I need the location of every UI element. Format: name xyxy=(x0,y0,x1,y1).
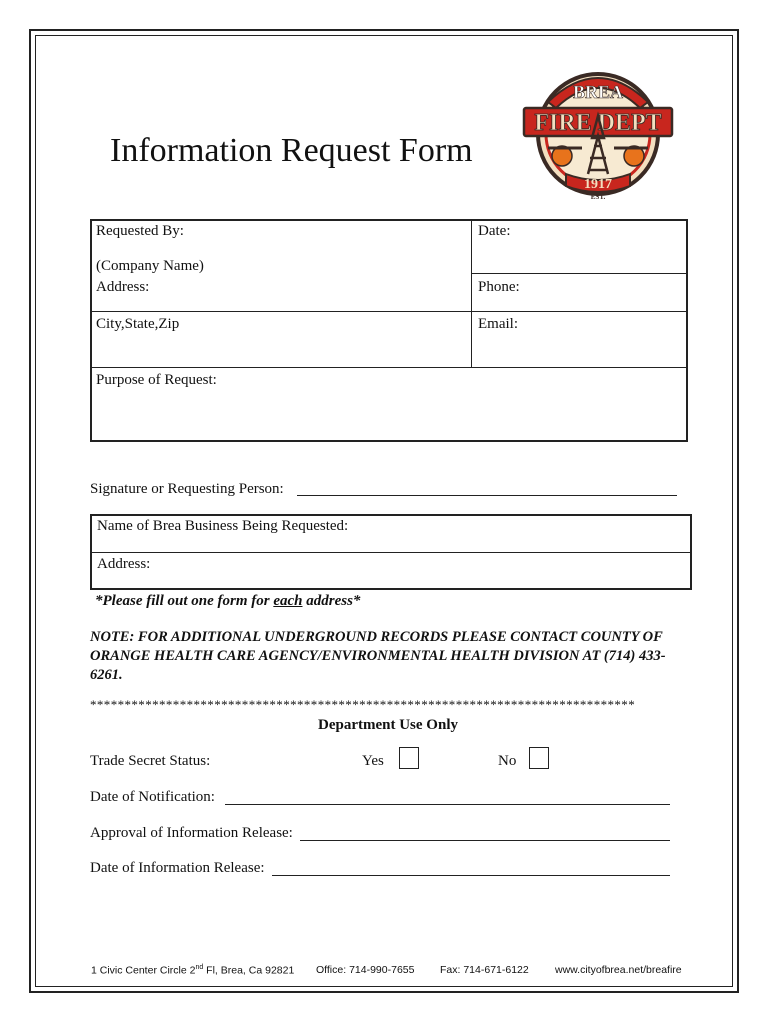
business-address-field[interactable] xyxy=(97,556,677,586)
footer-office: Office: 714-990-7655 xyxy=(316,964,415,976)
city-state-zip-label: City,State,Zip xyxy=(96,316,180,332)
phone-label: Phone: xyxy=(478,279,520,295)
trade-secret-label: Trade Secret Status: xyxy=(90,753,211,769)
purpose-label: Purpose of Request: xyxy=(96,372,217,388)
company-name-label: (Company Name) xyxy=(96,258,204,274)
no-checkbox[interactable] xyxy=(529,747,549,769)
business-address-label: Address: xyxy=(97,556,151,572)
logo-year: 1917 xyxy=(584,177,612,192)
phone-field[interactable] xyxy=(478,279,678,309)
logo-top-text: BREA xyxy=(572,82,624,102)
fill-note-emphasis: each xyxy=(273,593,303,609)
date-field[interactable] xyxy=(478,223,678,271)
requested-by-label: Requested By: xyxy=(96,223,184,239)
city-state-zip-field[interactable] xyxy=(96,316,466,364)
footer-address-pre: 1 Civic Center Circle 2 xyxy=(91,964,196,977)
business-table-divider xyxy=(91,552,691,553)
fill-note-after: address* xyxy=(302,593,361,609)
underground-records-note: NOTE: FOR ADDITIONAL UNDERGROUND RECORDS PLEASE CONTACT COUNTY OF ORANGE HEALTH CARE AGENCY/ENVIRONMENTAL HEALTH DIVISION AT (714) 433-6261. xyxy=(90,629,666,683)
address-field[interactable] xyxy=(96,279,466,309)
footer-address xyxy=(91,964,294,977)
signature-line[interactable] xyxy=(297,495,677,496)
table-divider-1 xyxy=(471,273,687,274)
footer-address-post: Fl, Brea, Ca 92821 xyxy=(203,964,295,977)
yes-checkbox[interactable] xyxy=(399,747,419,769)
date-notification-label: Date of Notification: xyxy=(90,789,215,805)
date-notification-line[interactable] xyxy=(225,804,670,805)
fill-note xyxy=(95,593,360,610)
footer-fax: Fax: 714-671-6122 xyxy=(440,964,529,976)
brea-fire-dept-logo xyxy=(518,62,678,202)
logo-est: EST. xyxy=(590,193,606,201)
table-divider-2 xyxy=(91,311,687,312)
business-name-field[interactable] xyxy=(97,518,677,548)
date-release-line[interactable] xyxy=(272,875,670,876)
approval-label: Approval of Information Release: xyxy=(90,825,293,841)
purpose-field[interactable] xyxy=(96,372,681,436)
page-title: Information Request Form xyxy=(110,132,473,169)
business-name-label: Name of Brea Business Being Requested: xyxy=(97,518,349,534)
table-divider-vertical xyxy=(471,220,472,368)
separator-line: ******************************************************************************* xyxy=(90,697,636,712)
approval-line[interactable] xyxy=(300,840,670,841)
address-label: Address: xyxy=(96,279,150,295)
email-field[interactable] xyxy=(478,316,678,364)
yes-label: Yes xyxy=(362,753,384,769)
signature-label: Signature or Requesting Person: xyxy=(90,481,284,497)
department-use-heading: Department Use Only xyxy=(318,717,458,733)
no-label: No xyxy=(498,753,517,769)
logo-main-text: FIRE DEPT xyxy=(534,110,662,136)
date-label: Date: xyxy=(478,223,511,239)
date-release-label: Date of Information Release: xyxy=(90,860,265,876)
table-divider-3 xyxy=(91,367,687,368)
fill-note-before: *Please fill out one form for xyxy=(95,593,274,609)
email-label: Email: xyxy=(478,316,518,332)
footer-website-link[interactable]: www.cityofbrea.net/breafire xyxy=(555,964,682,976)
footer-address-sup: nd xyxy=(195,964,204,971)
